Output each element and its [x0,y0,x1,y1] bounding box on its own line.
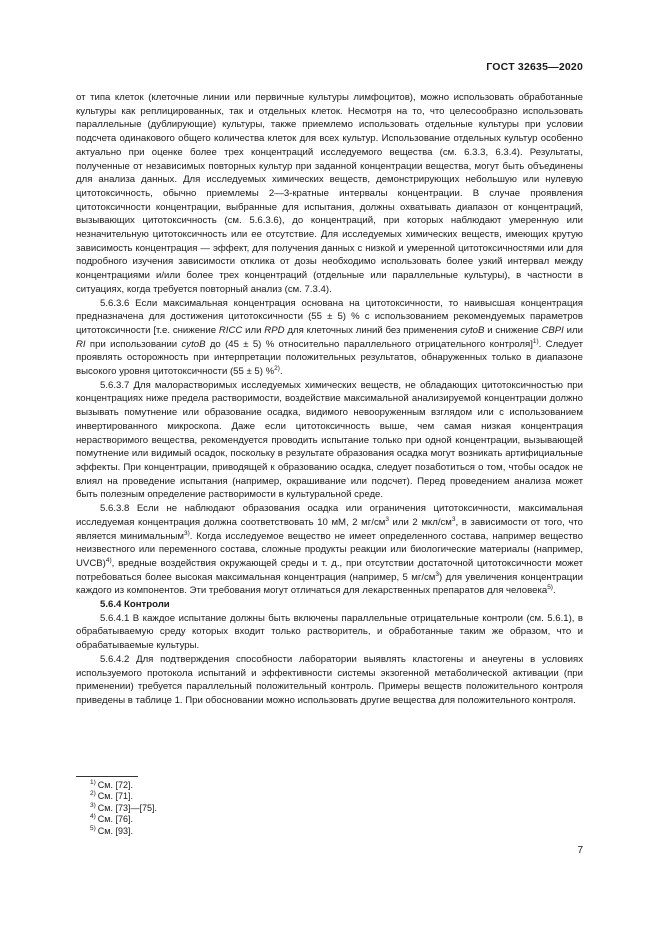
footnote: $^{4)}$ См. [76]. [90,813,133,825]
footnote-ref: 2) [274,364,280,372]
paragraph-continued: от типа клеток (клеточные линии или первичные культуры лимфоцитов), можно использовать обработанные культуры как реплицированных, так и отдельных клеток. Несмотря на то, что целесообразно использовать параллельные (дублирующие) культуры, также приемлемо использовать отдельные культуры при условии подсчета одинакового общего количества клеток для всех культур. Использование отдельных культур особенно актуально при оценке более трех концентраций исследуемого вещества (см. 6.3.3, 6.3.4). Результаты, полученные от независимых повторных культур при заданной концентрации вещества, могут быть объединены для анализа данных. Для исследуемых химических веществ, демонстрирующих небольшую или нулевую цитотоксичность, обычно приемлемы 2—3-кратные интервалы концентрации. В случае проявления цитотоксичности концентрации, выбранные для испытания, должны охватывать диапазон от концентраций, вызывающих цитотоксичность (см. 5.6.3.6), до концентраций, при которых наблюдают умеренную или незначительную цитотоксичность или ее отсутствие. Для исследуемых химических веществ, имеющих крутую зависимость концентрация — эффект, для получения данных с низкой и умеренной цитотоксичностями или для подробного изучения зависимости отклика от дозы необходимо использовать более узкий интервал между концентрациями и/или более трех концентраций (отдельные или параллельные культуры), в частности в ситуациях, когда требуется повторный анализ (см. 7.3.4). [76,92,583,295]
footnote-ref: 3) [184,529,190,537]
footnote: $^{2)}$ См. [71]. [90,790,133,802]
paragraph-5-6-3-8: 5.6.3.8 Если не наблюдают образования осадка или ограничения цитотоксичности, максимальная исследуемая концентрация должна соответствовать 10 мМ, 2 $мг/см^3$ или 2 мкл/$см^3$, в зависимости от того, что является минимальным$^{3)}$. Когда исследуемое вещество не имеет определенного состава, например вещество неизвестного или переменного состава, сложные продукты реакции или биологические материалы (например, UVCB)$^{4)}$, вредные воздействия окружающей среды и т. д., при отсутствии достаточной цитотоксичности может потребоваться более высокая максимальная концентрация (например, 5 $мг/см^3$) для увеличения концентрации каждого из компонентов. Эти требования могут отличаться для лекарственных препаратов для человека$^{5)}$. [76,503,583,597]
page-number: 7 [577,845,583,856]
footnote-ref: 4) [105,556,112,564]
paragraph-5-6-3-6: 5.6.3.6 Если максимальная концентрация основана на цитотоксичности, то наивысшая концентрация предназначена для достижения цитотоксичности (55 ± 5) % с использованием рекомендуемых параметров цитотоксичности [т.е. снижение RICC или RPD для клеточных линий без применения cytoB и снижение CBPI или RI при использовании cytoB до (45 ± 5) % относительно параллельного отрицательного контроля]$^{1)}$. Следует проявлять осторожность при интерпретации положительных результатов, обнаруженных только в диапазоне высокого уровня цитотоксичности (55 ± 5) %$^{2)}$. [76,297,583,378]
footnote-ref: 5) [547,584,553,592]
footnote-divider [76,776,138,777]
body-text [76,91,583,708]
footnote: $^{5)}$ См. [93]. [90,824,133,836]
paragraph-5-6-3-7: 5.6.3.7 Для малорастворимых исследуемых химических веществ, не обладающих цитотоксичностью при концентрациях ниже предела растворимости, воздействие максимальной анализируемой концентрации должно вызывать помутнение или образование осадка, видимого невооруженным взглядом или с использованием инвертированного микроскопа. Даже если цитотоксичность выше, чем самая низкая концентрация нерастворимого вещества, рекомендуется проводить испытание только при одной концентрации, вызывающей помутнение или видимый осадок, поскольку в результате образования осадка могут возникать артифициальные эффекты. При концентрации, приводящей к образованию осадка, следует позаботиться о том, чтобы осадок не влиял на проведение испытания (например, окрашивание или подсчет). Перед проведением анализа может быть полезным определение растворимости в культуральной среде. [76,379,583,501]
paragraph-5-6-4-2: 5.6.4.2 Для подтверждения способности лаборатории выявлять кластогены и анеугены в условиях используемого протокола испытаний и эффективности системы экзогенной метаболической активации (при применении) требуется параллельный положительный контроль. Примеры веществ положительного контроля приведены в таблице 1. При обосновании можно использовать другие вещества для положительного контроля. [76,653,583,706]
footnote: $^{1)}$ См. [72]. [90,779,133,790]
footnotes [76,776,376,837]
paragraph-5-6-4-1: 5.6.4.1 В каждое испытание должны быть включены параллельные отрицательные контроли (см. 5.6.1), в обрабатываемую среду которых входит только растворитель, и обработанные таким же образом, что и обрабатываемые культуры. [76,612,583,652]
section-heading-5-6-4: 5.6.4 Контроли [100,599,170,611]
footnote-ref: 1) [532,337,539,345]
document-code: ГОСТ 32635—2020 [486,61,583,73]
footnote: $^{3)}$ См. [73]—[75]. [90,801,157,813]
